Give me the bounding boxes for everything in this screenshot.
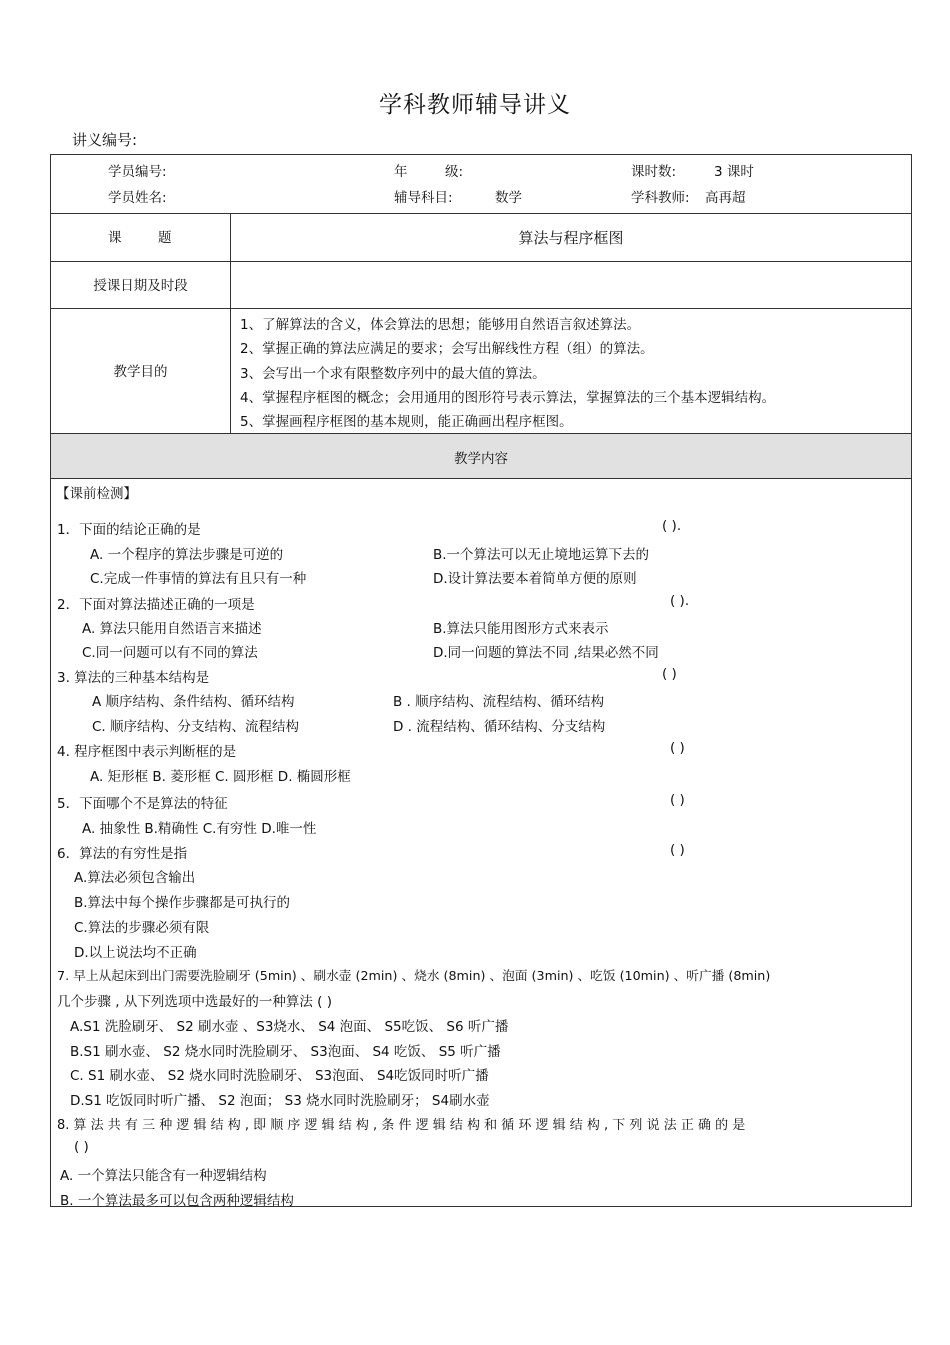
lesson-date-label: 授课日期及时段 — [93, 278, 188, 294]
answer-blank: ( ). — [662, 518, 682, 534]
row-divider — [50, 433, 912, 434]
objective-item: 1、了解算法的含义，体会算法的思想；能够用自然语言叙述算法。 — [240, 317, 641, 333]
student-name-label: 学员姓名: — [108, 190, 167, 206]
answer-blank: ( ) — [670, 792, 685, 808]
teacher-label: 学科教师: — [631, 190, 690, 206]
answer-blank: ( ) — [670, 740, 685, 756]
subject-value: 数学 — [495, 190, 522, 206]
grade-label-suffix: 级: — [445, 164, 464, 180]
option: C. 顺序结构、分支结构、流程结构 — [92, 719, 300, 735]
row-divider — [50, 478, 912, 479]
option: B.S1 刷水壶、 S2 烧水同时洗脸刷牙、 S3泡面、 S4 吃饭、 S5 听广播 — [70, 1044, 501, 1060]
question-1: 1．下面的结论正确的是 — [57, 522, 201, 538]
option: D.同一问题的算法不同 ,结果必然不同 — [433, 645, 659, 661]
option: C.完成一件事情的算法有且只有一种 — [90, 571, 307, 587]
option: B.算法中每个操作步骤都是可执行的 — [74, 895, 291, 911]
option: A. 一个算法只能含有一种逻辑结构 — [60, 1168, 267, 1184]
topic-label-suffix: 题 — [158, 230, 172, 246]
option: D.设计算法要本着简单方便的原则 — [433, 571, 637, 587]
answer-blank: ( ) — [662, 666, 677, 682]
option: B.一个算法可以无止境地运算下去的 — [433, 547, 650, 563]
option: A.S1 洗脸刷牙、 S2 刷水壶 、S3烧水、 S4 泡面、 S5吃饭、 S6 听广播 — [70, 1019, 509, 1035]
option: D . 流程结构、循环结构、分支结构 — [393, 719, 606, 735]
topic-label: 课 — [108, 230, 122, 246]
teacher-value: 高再超 — [705, 190, 746, 206]
objective-item: 5、掌握画程序框图的基本规则，能正确画出程序框图。 — [240, 414, 573, 430]
answer-blank: ( ) — [74, 1139, 89, 1155]
section-label: 【课前检测】 — [56, 486, 137, 502]
question-4: 4. 程序框图中表示判断框的是 — [57, 744, 237, 760]
question-6: 6．算法的有穷性是指 — [57, 846, 188, 862]
option: A. 一个程序的算法步骤是可逆的 — [90, 547, 284, 563]
hours-value: 3 课时 — [714, 164, 754, 180]
options-row: A. 矩形框 B. 菱形框 C. 圆形框 D. 椭圆形框 — [90, 769, 351, 785]
answer-blank: ( ) — [670, 842, 685, 858]
question-2: 2．下面对算法描述正确的一项是 — [57, 597, 255, 613]
options-row: A. 抽象性 B.精确性 C.有穷性 D.唯一性 — [82, 821, 317, 837]
option: A.算法必须包含输出 — [74, 870, 196, 886]
answer-blank: ( ). — [670, 593, 690, 609]
objectives-label: 教学目的 — [113, 364, 168, 380]
option: A. 算法只能用自然语言来描述 — [82, 621, 262, 637]
lesson-topic: 算法与程序框图 — [518, 229, 624, 247]
option: D.S1 吃饭同时听广播、 S2 泡面； S3 烧水同时洗脸刷牙； S4刷水壶 — [70, 1093, 490, 1109]
option: D.以上说法均不正确 — [74, 945, 197, 961]
objective-item: 3、会写出一个求有限整数序列中的最大值的算法。 — [240, 366, 546, 382]
option: C.同一问题可以有不同的算法 — [82, 645, 258, 661]
subject-label: 辅导科目: — [394, 190, 453, 206]
option: B . 顺序结构、流程结构、循环结构 — [393, 694, 605, 710]
hours-label: 课时数: — [631, 164, 677, 180]
objective-item: 2、掌握正确的算法应满足的要求；会写出解线性方程（组）的算法。 — [240, 341, 654, 357]
question-7-continued: 几个步骤 , 从下列选项中选最好的一种算法 ( ) — [57, 994, 332, 1010]
objective-item: 4、掌握程序框图的概念；会用通用的图形符号表示算法，掌握算法的三个基本逻辑结构。 — [240, 390, 776, 406]
row-divider — [50, 308, 912, 309]
option: A 顺序结构、条件结构、循环结构 — [92, 694, 295, 710]
question-7: 7. 早上从起床到出门需要洗脸刷牙 (5min) 、刷水壶 (2min) 、烧水 (8min) 、泡面 (3min) 、吃饭 (10min) 、听广播 (8min) — [57, 968, 771, 983]
question-3: 3. 算法的三种基本结构是 — [57, 670, 210, 686]
page-title: 学科教师辅导讲义 — [379, 92, 571, 118]
handout-number-label: 讲义编号: — [72, 131, 138, 149]
student-number-label: 学员编号: — [108, 164, 167, 180]
question-5: 5．下面哪个不是算法的特征 — [57, 796, 228, 812]
option: B.算法只能用图形方式来表示 — [433, 621, 609, 637]
grade-label: 年 — [394, 164, 408, 180]
option: C. S1 刷水壶、 S2 烧水同时洗脸刷牙、 S3泡面、 S4吃饭同时听广播 — [70, 1068, 489, 1084]
option: B. 一个算法最多可以包含两种逻辑结构 — [60, 1193, 294, 1209]
option: C.算法的步骤必须有限 — [74, 920, 210, 936]
content-header: 教学内容 — [454, 451, 508, 467]
row-divider — [50, 213, 912, 214]
row-divider — [50, 261, 912, 262]
question-8: 8. 算 法 共 有 三 种 逻 辑 结 构 , 即 顺 序 逻 辑 结 构 , 条 件 逻 辑 结 构 和 循 环 逻 辑 结 构 , 下 列 说 法 正 确 的 是 — [57, 1118, 746, 1133]
